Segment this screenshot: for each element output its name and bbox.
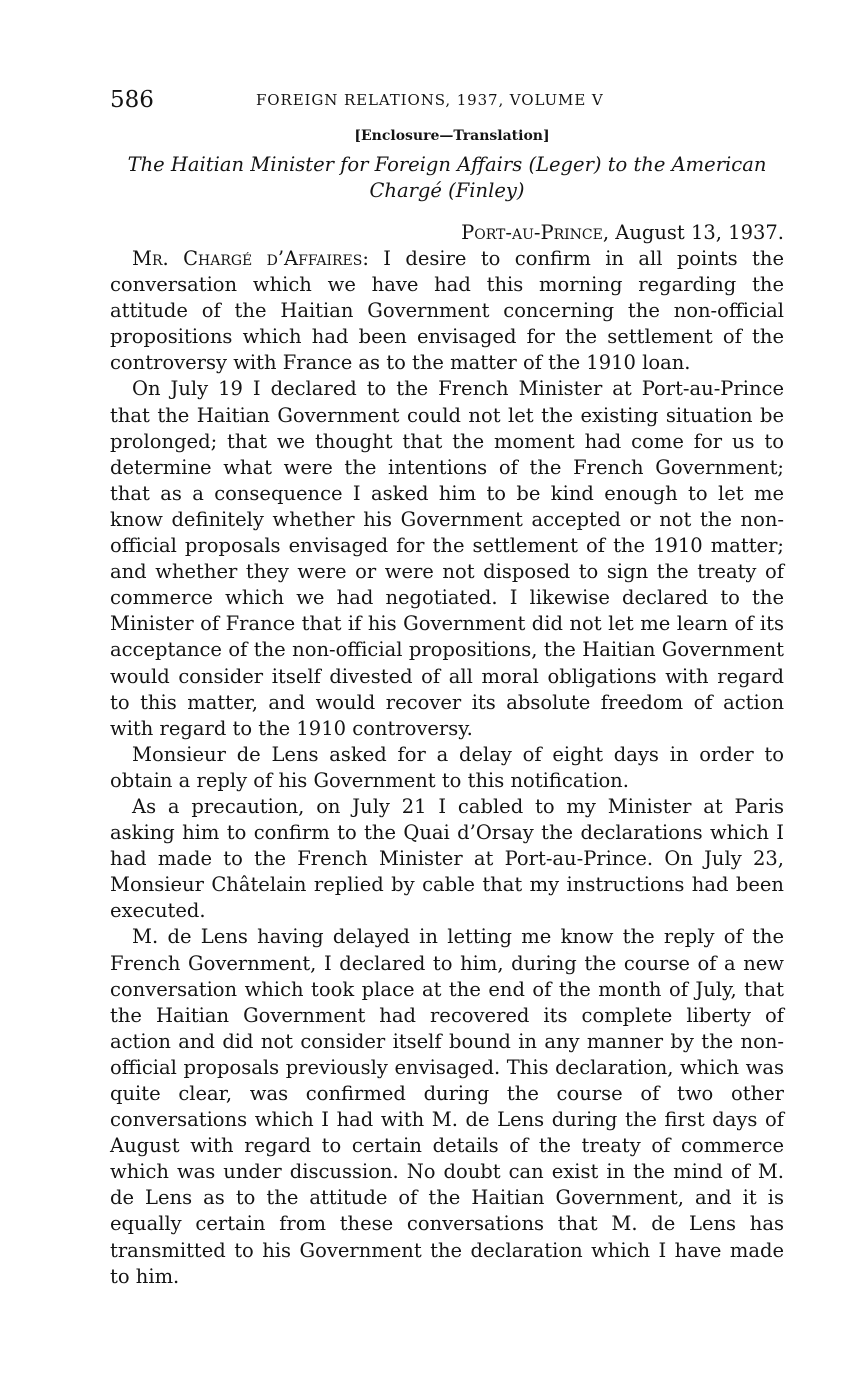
paragraph-1-text: I desire to confirm in all points the conversation which we have had this morning regarding the attitude of the Haitian Government concerning the non-official propositions which had been envisaged for the settlement of the controversy with France as to the matter of the 1910 loan.: [110, 247, 784, 375]
running-title: FOREIGN RELATIONS, 1937, VOLUME V: [256, 91, 604, 109]
enclosure-note: [Enclosure—Translation]: [354, 128, 550, 144]
running-head: [110, 86, 784, 114]
paragraph-5: M. de Lens having delayed in letting me know the reply of the French Government, I declared to him, during the course of a new conversation which took place at the end of the month of July, that the Haitian Government had recovered its complete liberty of action and did not consider itself bound in any manner by the non-official proposals previously envisaged. This declaration, which was quite clear, was confirmed during the course of two other conversations which I had with M. de Lens during the first days of August with regard to certain details of the treaty of commerce which was under discussion. No doubt can exist in the mind of M. de Lens as to the attitude of the Haitian Government, and it is equally certain from these conversations that M. de Lens has transmitted to his Government the declaration which I have made to him.: [110, 925, 784, 1288]
dateline-date: , August 13, 1937.: [602, 221, 784, 244]
dateline: [110, 220, 784, 246]
paragraph-1: [110, 246, 784, 376]
paragraph-3: Monsieur de Lens asked for a delay of eight days in order to obtain a reply of his Government to this notification.: [110, 742, 784, 792]
paragraph-2: On July 19 I declared to the French Minister at Port-au-Prince that the Haitian Government could not let the existing situation be prolonged; that we thought that the moment had come for us to determine what were the intentions of the French Government; that as a consequence I asked him to be kind enough to let me know definitely whether his Government accepted or not the non-official proposals envisaged for the settlement of the 1910 matter; and whether they were or were not disposed to sign the treaty of commerce which we had negotiated. I likewise declared to the Minister of France that if his Government did not let me learn of its acceptance of the non-official propositions, the Haitian Government would consider itself divested of all moral obligations with regard to this matter, and would recover its absolute freedom of action with regard to the 1910 controversy.: [110, 377, 784, 740]
document-page: [110, 86, 784, 1290]
page-number: 586: [110, 87, 154, 113]
document-title: The Haitian Minister for Foreign Affairs (Leger) to the American Chargé (Finley): [127, 153, 767, 202]
dateline-place: Port-au-Prince: [461, 221, 603, 244]
paragraph-4: As a precaution, on July 21 I cabled to my Minister at Paris asking him to confirm to the Quai d’Orsay the declarations which I had made to the French Minister at Port-au-Prince. On July 23, Monsieur Châtelain replied by cable that my instructions had been executed.: [110, 794, 784, 923]
salutation: Mr. Chargé d’Affaires:: [132, 247, 369, 270]
